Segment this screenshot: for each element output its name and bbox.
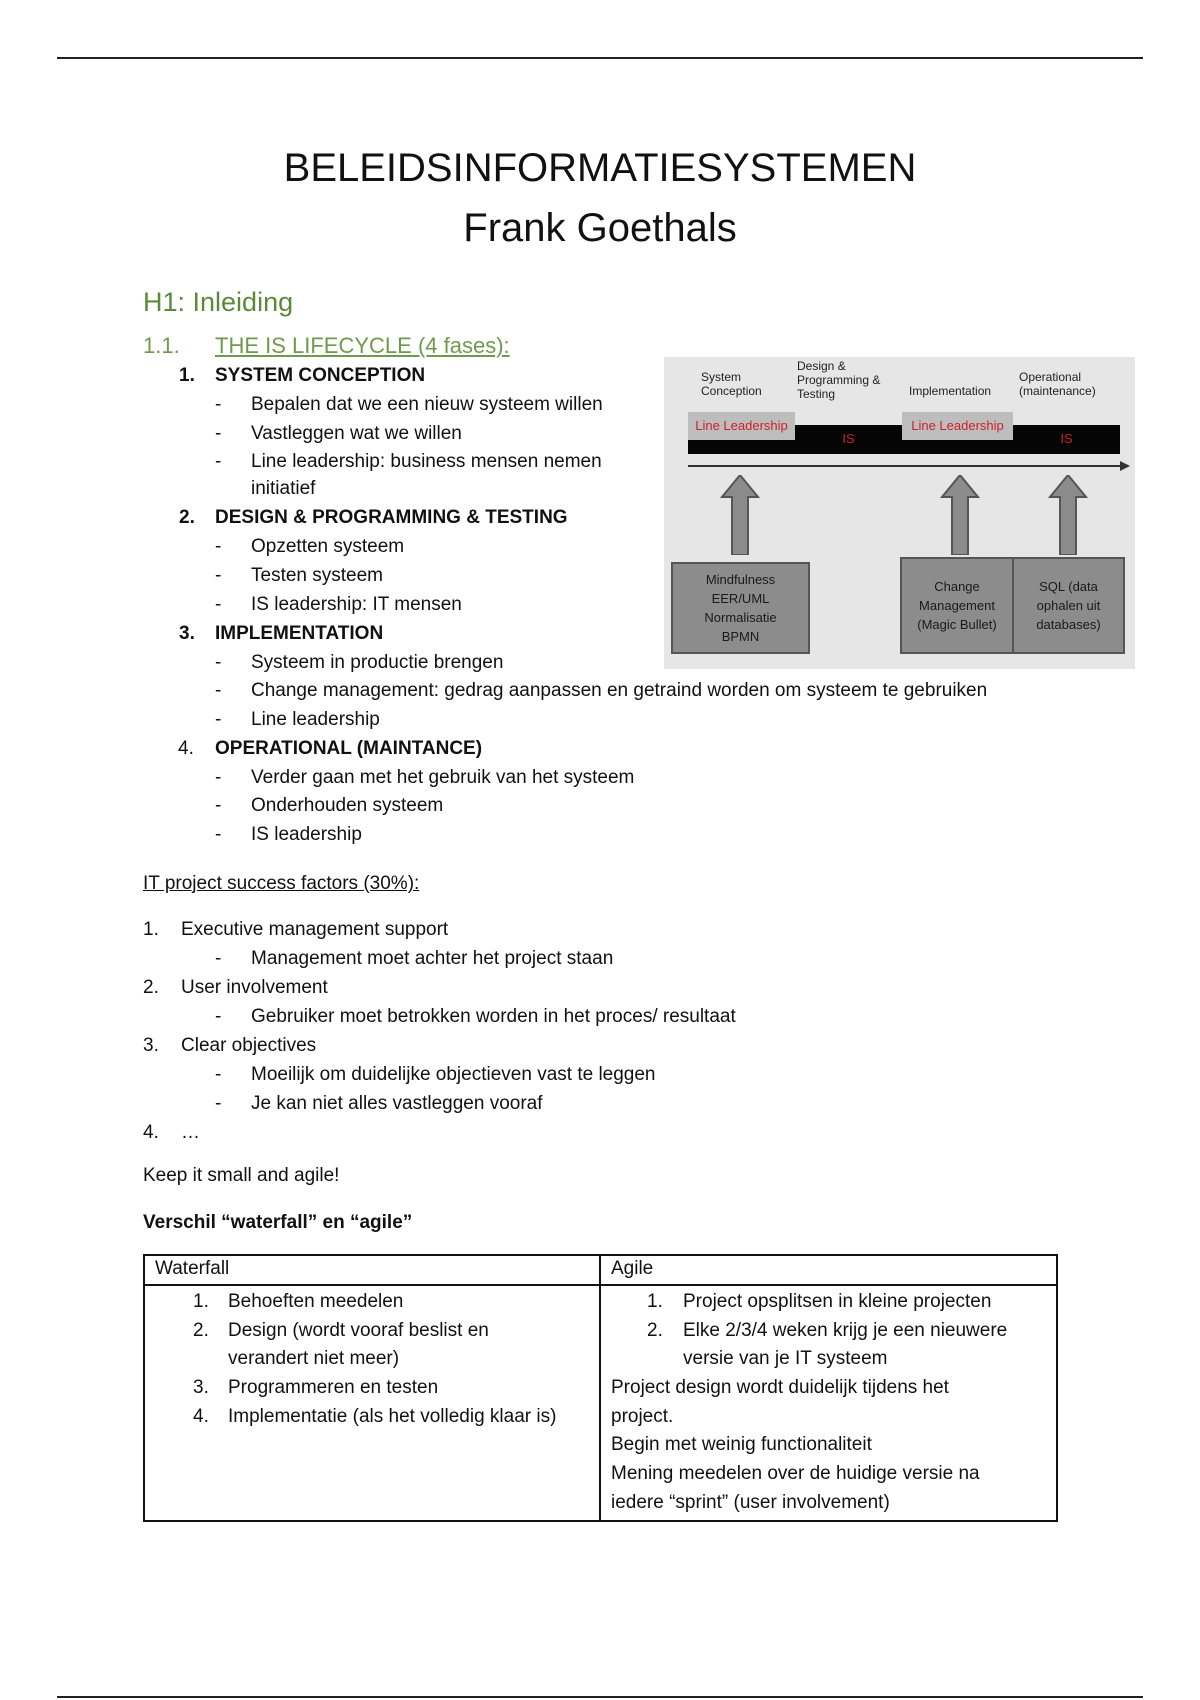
lifecycle-bullet: initiatief: [251, 478, 316, 500]
bullet-dash: -: [215, 824, 222, 845]
agile-item-text: Project design wordt duidelijk tijdens het: [611, 1377, 949, 1399]
agile-item-number: 1.: [647, 1291, 663, 1312]
agile-item: [611, 1403, 1046, 1432]
success-number: 4.: [143, 1122, 159, 1143]
phase-label-operational: Operational (maintenance): [1019, 370, 1096, 398]
lifecycle-title: DESIGN & PROGRAMMING & TESTING: [215, 507, 568, 529]
waterfall-item: [155, 1403, 589, 1432]
agile-item-text: Project opsplitsen in kleine projecten: [683, 1291, 992, 1312]
waterfall-item-number: 4.: [193, 1405, 209, 1427]
agile-item-number: 2.: [647, 1319, 663, 1341]
bullet-dash: -: [215, 451, 222, 473]
agile-item: [611, 1431, 1046, 1460]
lifecycle-bullet: Testen systeem: [251, 565, 383, 587]
box-conception-tools: Mindfulness EER/UML Normalisatie BPMN: [671, 562, 810, 654]
success-bullet: Moeilijk om duidelijke objectieven vast te leggen: [251, 1064, 656, 1085]
up-arrow-icon: [1048, 475, 1088, 555]
bullet-dash: -: [215, 565, 222, 587]
lifecycle-bullet: Systeem in productie brengen: [251, 651, 504, 673]
bullet-dash: -: [215, 1006, 222, 1027]
waterfall-item: [155, 1317, 589, 1346]
agile-cell: [600, 1285, 1057, 1521]
verschil-heading: Verschil “waterfall” en “agile”: [143, 1212, 413, 1233]
bar-label: IS: [842, 431, 855, 446]
success-text: User involvement: [181, 977, 328, 998]
waterfall-cell: [144, 1285, 600, 1521]
bullet-dash: -: [215, 536, 222, 558]
bar-base: [688, 440, 795, 454]
agile-item: [611, 1317, 1046, 1346]
bullet-dash: -: [215, 394, 222, 415]
top-rule: [57, 57, 1143, 59]
bar-line-leadership-2: [902, 412, 1013, 454]
waterfall-item: [155, 1374, 589, 1403]
success-bullet: Management moet achter het project staan: [251, 948, 614, 969]
bullet-dash: -: [215, 795, 222, 817]
success-bullet: Gebruiker moet betrokken worden in het proces/ resultaat: [251, 1006, 736, 1027]
waterfall-item-text: Design (wordt vooraf beslist en: [228, 1319, 489, 1341]
agile-item: [611, 1460, 1046, 1489]
bar-label: Line Leadership: [695, 418, 788, 433]
lifecycle-bullet: IS leadership: IT mensen: [251, 593, 462, 615]
up-arrow-icon: [940, 475, 980, 555]
section-title: THE IS LIFECYCLE (4 fases):: [215, 333, 510, 358]
document-author: Frank Goethals: [463, 206, 737, 250]
agile-item-text: Mening meedelen over de huidige versie na: [611, 1463, 980, 1485]
lifecycle-title: IMPLEMENTATION: [215, 622, 384, 644]
lifecycle-diagram: [664, 357, 1135, 669]
success-number: 1.: [143, 919, 159, 940]
waterfall-item: [155, 1288, 589, 1317]
lifecycle-number: 1.: [179, 365, 195, 386]
agile-item: [611, 1489, 1046, 1518]
waterfall-item: [155, 1345, 589, 1374]
box-sql: SQL (data ophalen uit databases): [1012, 557, 1125, 654]
lifecycle-bullet: Verder gaan met het gebruik van het systeem: [251, 766, 635, 788]
section-heading: [143, 333, 510, 359]
agile-item-text: iedere “sprint” (user involvement): [611, 1491, 890, 1513]
waterfall-item-text: verandert niet meer): [228, 1348, 400, 1370]
lifecycle-number: 2.: [179, 507, 195, 529]
lifecycle-bullet: Vastleggen wat we willen: [251, 422, 462, 444]
success-number: 2.: [143, 977, 159, 998]
bullet-dash: -: [215, 1093, 222, 1114]
up-arrow-icon: [720, 475, 760, 555]
chapter-heading: H1: Inleiding: [143, 287, 294, 317]
waterfall-item-text: Programmeren en testen: [228, 1377, 439, 1399]
table-header-agile: Agile: [600, 1255, 1057, 1285]
bar-base: [902, 440, 1013, 454]
phase-label-conception: System Conception: [701, 370, 762, 398]
lifecycle-bullet: Change management: gedrag aanpassen en getraind worden om systeem te gebruiken: [251, 680, 988, 702]
bullet-dash: -: [215, 1064, 222, 1085]
success-bullet: Je kan niet alles vastleggen vooraf: [251, 1093, 543, 1114]
document-title: BELEIDSINFORMATIESYSTEMEN: [283, 146, 917, 190]
bullet-dash: -: [215, 422, 222, 444]
lifecycle-bullet: Bepalen dat we een nieuw systeem willen: [251, 394, 603, 415]
success-text: Clear objectives: [181, 1035, 317, 1056]
success-text: …: [181, 1122, 200, 1143]
bullet-dash: -: [215, 708, 222, 730]
lifecycle-bullet: Onderhouden systeem: [251, 795, 444, 817]
success-factors-heading: IT project success factors (30%):: [143, 873, 420, 894]
bullet-dash: -: [215, 593, 222, 615]
lifecycle-title: OPERATIONAL (MAINTANCE): [215, 737, 483, 759]
lifecycle-number: 4.: [178, 737, 194, 759]
bullet-dash: -: [215, 766, 222, 788]
waterfall-agile-table: [143, 1254, 1058, 1522]
agile-item: [611, 1288, 1046, 1317]
bottom-rule: [57, 1696, 1143, 1698]
table-header-waterfall: Waterfall: [144, 1255, 600, 1285]
bullet-dash: -: [215, 948, 222, 969]
bar-is-2: [1013, 425, 1120, 454]
bullet-dash: -: [215, 680, 222, 702]
waterfall-item-text: Implementatie (als het volledig klaar is): [228, 1405, 557, 1427]
section-number: 1.1.: [143, 333, 180, 358]
waterfall-item-number: 1.: [193, 1291, 209, 1312]
bar-line-leadership-1: [688, 412, 795, 454]
waterfall-item-text: Behoeften meedelen: [228, 1291, 404, 1312]
waterfall-item-number: 3.: [193, 1377, 209, 1399]
lifecycle-number: 3.: [179, 622, 195, 644]
lifecycle-title: SYSTEM CONCEPTION: [215, 365, 426, 386]
success-number: 3.: [143, 1035, 159, 1056]
lifecycle-bullet: Line leadership: [251, 708, 380, 730]
timeline-axis: [688, 465, 1124, 467]
bullet-dash: -: [215, 651, 222, 673]
agile-item-text: project.: [611, 1405, 674, 1427]
agile-item-text: Elke 2/3/4 weken krijg je een nieuwere: [683, 1319, 1008, 1341]
agile-item: [611, 1374, 1046, 1403]
lifecycle-bullet: IS leadership: [251, 824, 362, 845]
agile-item-text: versie van je IT systeem: [683, 1348, 888, 1370]
bar-label: IS: [1060, 431, 1073, 446]
lifecycle-bullet: Opzetten systeem: [251, 536, 405, 558]
keep-small-text: Keep it small and agile!: [143, 1165, 340, 1186]
phase-label-design: Design & Programming & Testing: [797, 359, 881, 401]
lifecycle-bullet: Line leadership: business mensen nemen: [251, 451, 602, 473]
timeline-arrowhead: [1120, 461, 1130, 471]
bar-is-1: [795, 425, 902, 454]
agile-item: [611, 1345, 1046, 1374]
agile-item-text: Begin met weinig functionaliteit: [611, 1434, 872, 1456]
phase-label-implementation: Implementation: [909, 384, 992, 398]
bar-label: Line Leadership: [911, 418, 1004, 433]
box-change-management: Change Management (Magic Bullet): [900, 557, 1014, 654]
waterfall-item-number: 2.: [193, 1319, 209, 1341]
success-text: Executive management support: [181, 919, 449, 940]
